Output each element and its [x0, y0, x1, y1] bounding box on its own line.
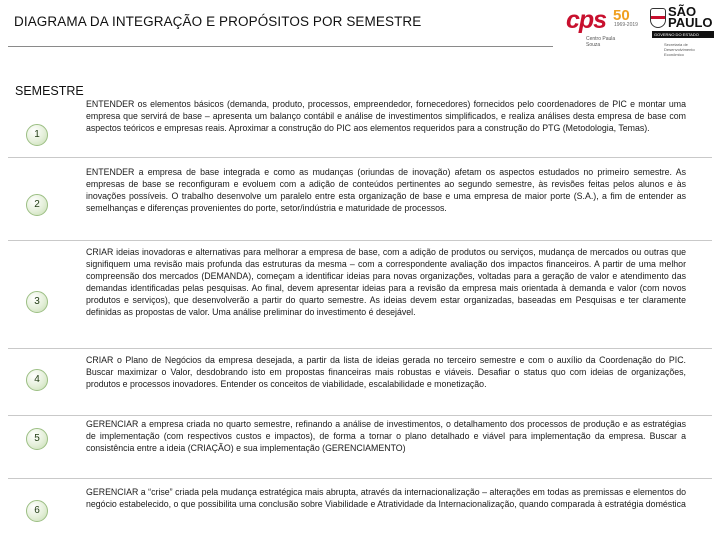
semester-number-badge: 6 — [26, 500, 48, 522]
sao-paulo-logo — [650, 4, 716, 57]
semester-description: ENTENDER a empresa de base integrada e como as mudanças (oriundas de inovação) afetam os aspectos estudados no primeiro semestre. As empresas de base se reconfiguram e evoluem com a adição de conteúdos pertinentes ao segundo semestre, às revisões feitas pelos alunos e às inovações possíveis. O trabalho desenvolve um paralelo entre esta organização de base e uma empresa de maior porte (S.A.), a fim de entender as semelhanças e diferenças provenientes do porte, setor/indústria e maturidade de processos. — [86, 167, 686, 213]
sao-paulo-logo-gov: GOVERNO DO ESTADO — [652, 31, 714, 38]
header — [0, 0, 720, 58]
state-seal-icon — [650, 8, 666, 28]
row-divider — [8, 415, 712, 416]
semester-number-badge: 3 — [26, 291, 48, 313]
cps-logo-mark: cps — [566, 6, 607, 34]
cps-logo-subtitle: Centro Paula Souza — [586, 36, 616, 48]
semester-description: CRIAR o Plano de Negócios da empresa desejada, a partir da lista de ideias gerada no terceiro semestre e com o auxílio da Coordenação do PIC. Buscar maximizar o Valor, desdobrando isto em propostas financeiras mais robustas e viáveis. Desafiar o status quo com ideias de organizações, produtos e processos inovadores. Entender os conceitos de viabilidade, escalabilidade e monetização. — [86, 355, 686, 389]
cps-logo-years: 1969-2019 — [614, 22, 638, 28]
row-divider — [8, 240, 712, 241]
semester-description: ENTENDER os elementos básicos (demanda, produto, processos, empreendedor, fornecedores) fornecidos pelo coordenadores de PIC e montar uma empresa que servirá de base – apresenta um balanço contábil e análise de investimentos simplificados, e realiza análises desta empresa de base com aspectos teóricos e empresas reais. Aproximar a construção do PIC aos elementos requeridos para a construção do PTG (Metodologia, Temas). — [86, 99, 686, 133]
sao-paulo-logo-line1: SÃO — [668, 4, 697, 19]
semester-description: GERENCIAR a empresa criada no quarto semestre, refinando a análise de investimentos, o detalhamento dos processos de produção e as estratégias de implementação (com respectivos custos e impactos), de forma a tornar o plano detalhado e viável para implementação da empresa. Buscar a consistência entre a ideia (CRIAÇÃO) e sua implementação (GERENCIAMENTO) — [86, 419, 686, 453]
semester-number-badge: 4 — [26, 369, 48, 391]
title-divider — [8, 46, 553, 47]
semester-column-label: SEMESTRE — [15, 84, 84, 98]
page-title: DIAGRAMA DA INTEGRAÇÃO E PROPÓSITOS POR SEMESTRE — [14, 14, 422, 29]
cps-logo — [566, 6, 642, 52]
cps-logo-50: 50 — [613, 7, 630, 24]
semester-number-badge: 2 — [26, 194, 48, 216]
row-divider — [8, 348, 712, 349]
semester-number-badge: 1 — [26, 124, 48, 146]
sao-paulo-logo-line2: PAULO — [668, 15, 713, 30]
sao-paulo-logo-secretaria: Secretaria de Desenvolvimento Econômico — [664, 42, 695, 57]
semester-description: CRIAR ideias inovadoras e alternativas para melhorar a empresa de base, com a adição de produtos ou serviços, mudança de mercados ou outras que signifiquem uma revisão mais profunda das estruturas da mesma – com a correspondente avaliação dos impactos financeiros. A partir de uma melhor compreensão dos mercados (DEMANDA), começam a identificar ideias para novas organizações, voltadas para a geração de valor e atendimento das demandas identificadas pelas pesquisas. Ao final, devem apresentar ideias para a revisão da empresa mais orientada à demanda e valor (com novos produtos e serviços), que desenvolverão a partir do quarto semestre. As ideias devem estar organizadas, baseadas em Pesquisas e ter claramente definidas as propostas de valor. Uma análise preliminar do investimento é desejável. — [86, 247, 686, 317]
row-divider — [8, 478, 712, 479]
row-divider — [8, 157, 712, 158]
semester-description: GERENCIAR a “crise” criada pela mudança estratégica mais abrupta, através da internacionalização – alterações em todas as premissas e elementos do negócio estabelecido, o que possibilita uma conclusão sobre Viabilidade e Atratividade da Internacionalização, quando comparada à estratégia doméstica — [86, 487, 686, 509]
semester-number-badge: 5 — [26, 428, 48, 450]
